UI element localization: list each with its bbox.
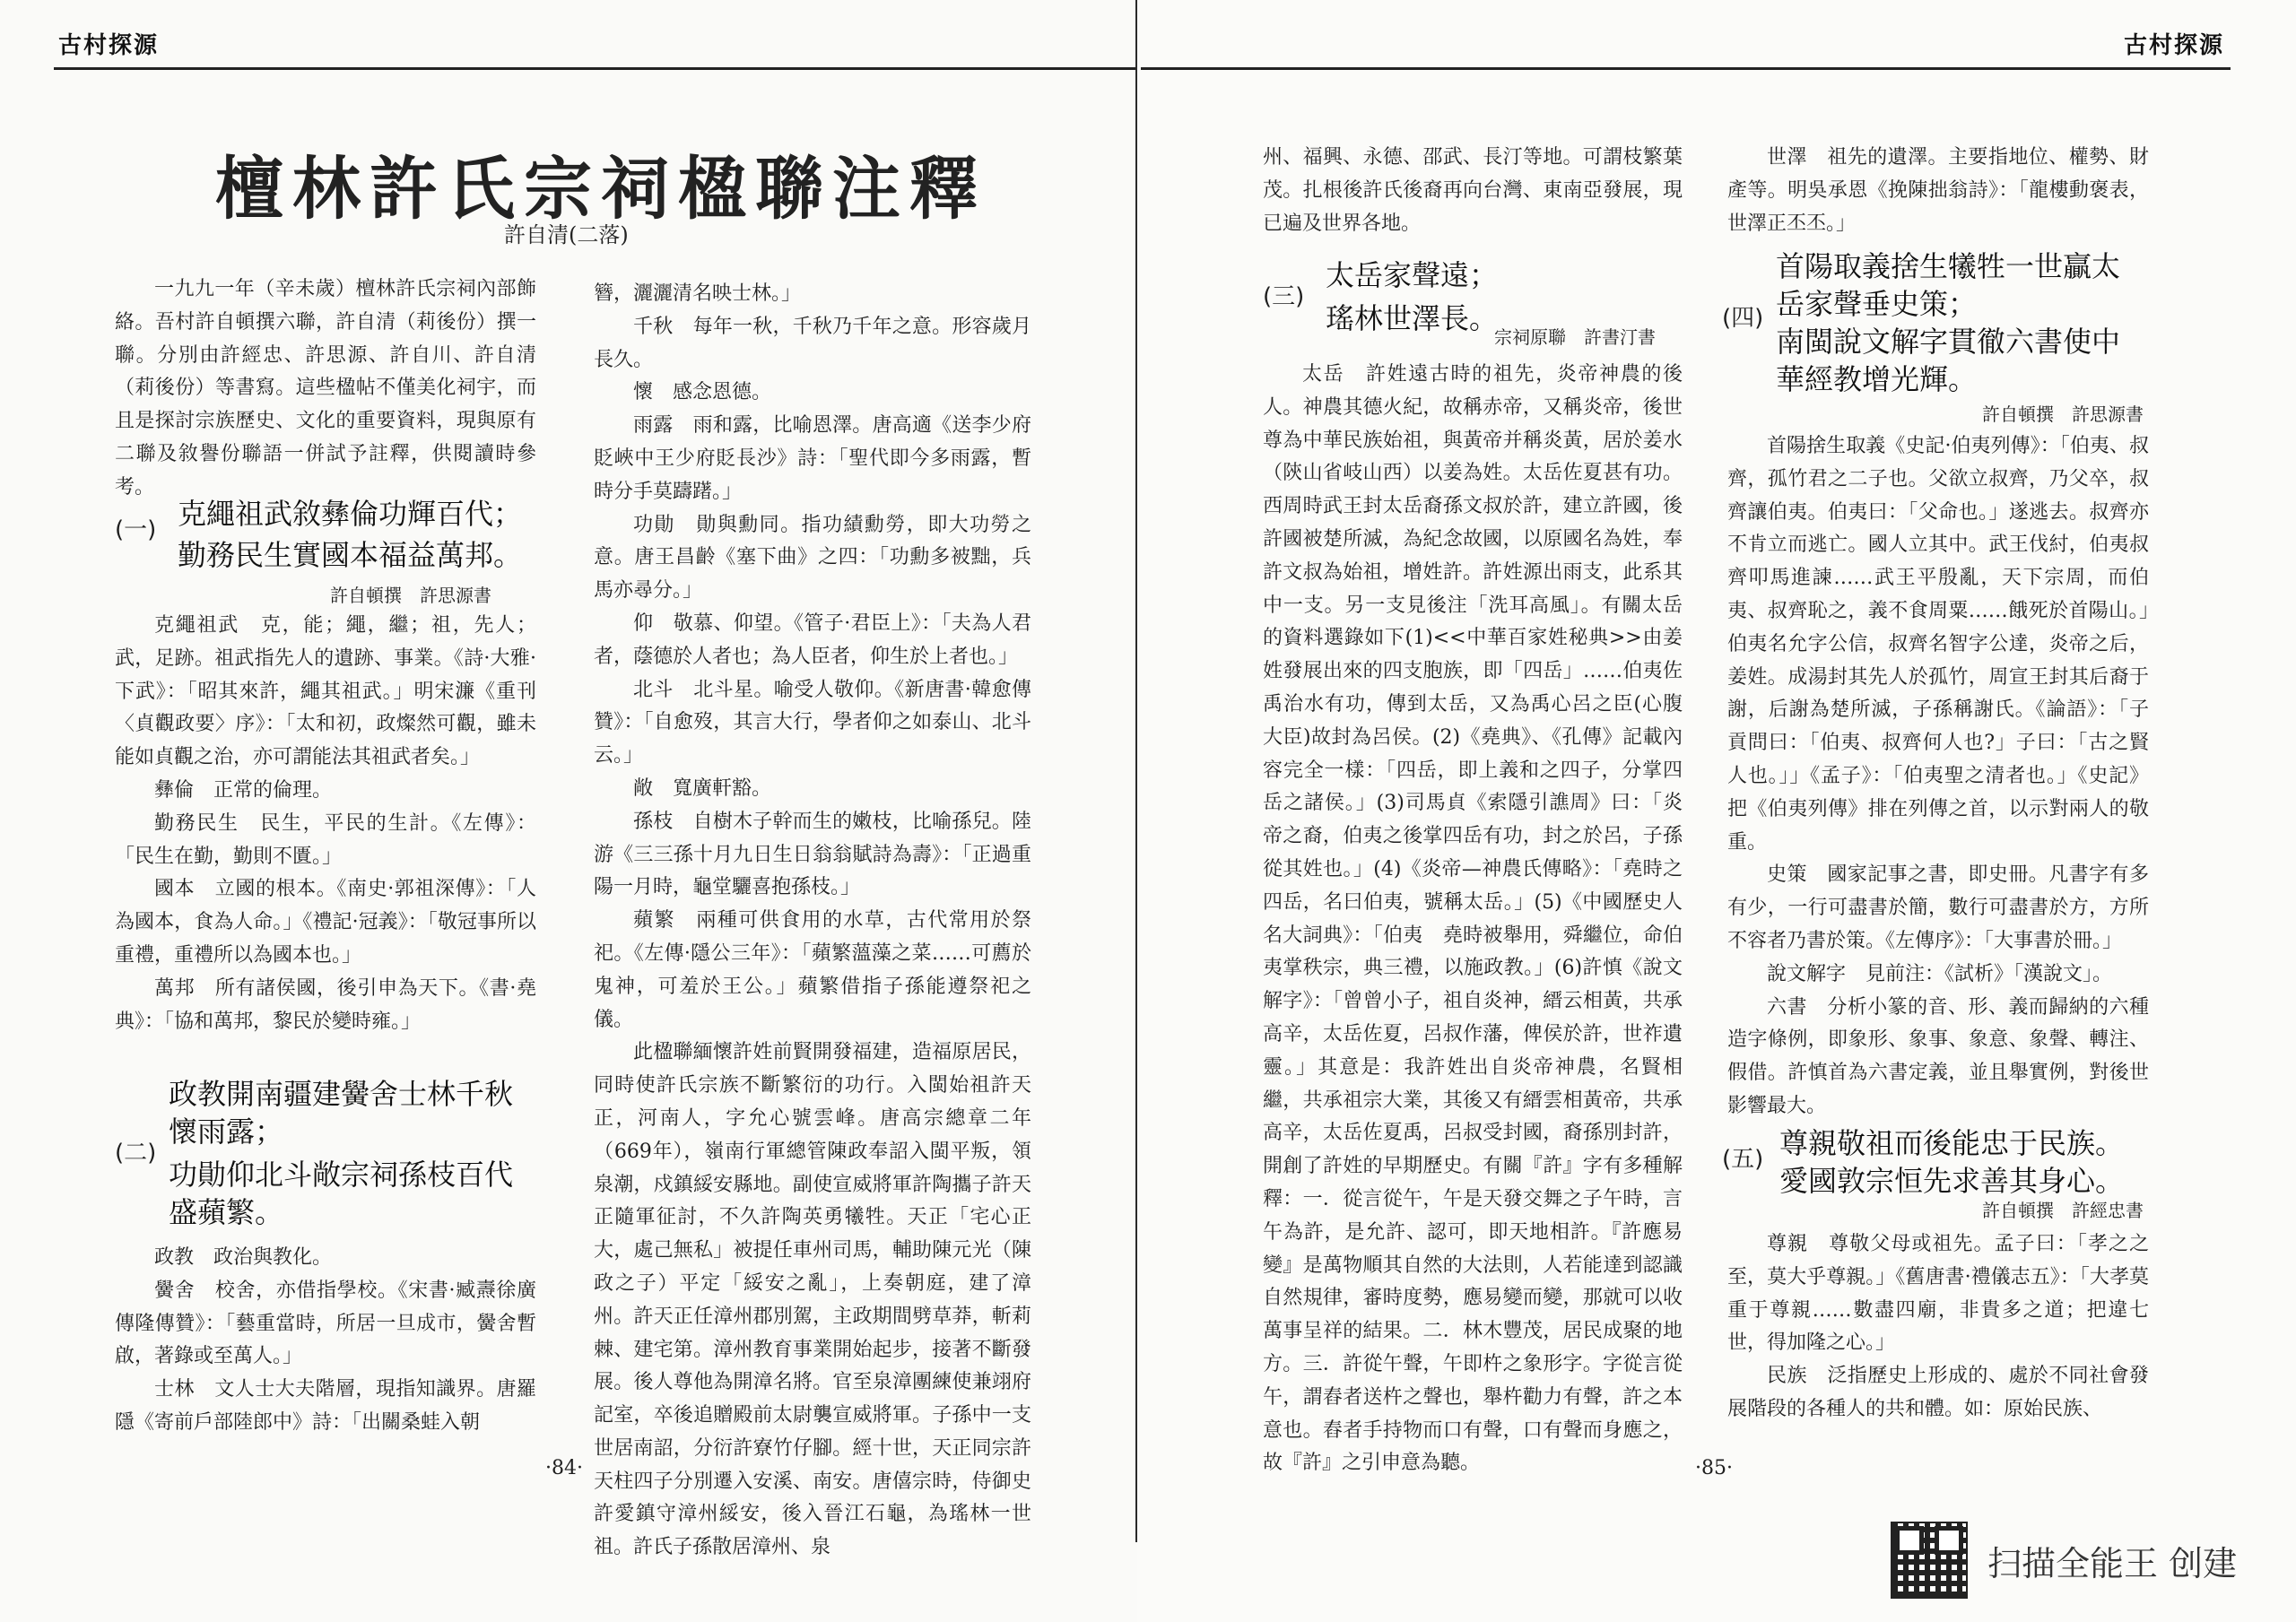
scanner-watermark	[1891, 1520, 2285, 1600]
top-rule	[54, 67, 1135, 70]
couplet-2	[115, 1071, 536, 1251]
note-paragraph: 國本 立國的根本。《南史·郭祖深傳》：「人為國本，食為人命。」《禮記·冠義》：「敬冠事所以重禮，重禮所以為國本也。」	[115, 878, 536, 967]
section-tag: 古村探源	[58, 32, 160, 59]
couplet-line: 岳家聲垂史策；	[1776, 287, 1978, 321]
notes-1	[115, 610, 536, 1038]
couplet-line: 政教開南疆建黌舍士林千秋	[169, 1077, 514, 1111]
couplet-line: 尊親敬祖而後能忠于民族。	[1779, 1126, 2125, 1160]
column-2	[594, 278, 1031, 1565]
couplet-line: 華經教增光輝。	[1776, 362, 1978, 396]
notes-4	[1727, 430, 2149, 1123]
top-rule	[1141, 67, 2231, 70]
article-author: 許自清(二落)	[504, 222, 629, 247]
note-paragraph: 北斗 北斗星。喻受人敬仰。《新唐書·韓愈傳贊》：「自愈歿，其言大行，學者仰之如泰山、北斗云。」	[594, 678, 1031, 768]
couplet-line: 首陽取義捨生犧牲一世贏太	[1776, 249, 2121, 283]
couplet-number: (五)	[1722, 1146, 1764, 1173]
note-paragraph: 克繩祖武 克，能；繩，繼；祖，先人；武，足跡。祖武指先人的遺跡、事業。《詩·大雅·下武》：「昭其來許，繩其祖武。」明宋濂《重刊〈貞觀政要〉序》：「太和初，政燦然可觀，雖未能如貞觀之治，亦可謂能法其祖武者矣。」	[115, 614, 536, 769]
note-paragraph: 民族 泛指歷史上形成的、處於不同社會發展階段的各種人的共和體。如：原始民族、	[1727, 1365, 2149, 1420]
notes-5	[1727, 1228, 2149, 1427]
couplet-author: 許自頓撰 許思源書	[1982, 403, 2144, 425]
note-paragraph: 州、福興、永德、邵武、長汀等地。可謂枝繁葉茂。扎根後許氏後裔再向台灣、東南亞發展，現已遍及世界各地。	[1263, 146, 1683, 235]
note-paragraph: 彝倫 正常的倫理。	[154, 778, 333, 802]
column-4	[1727, 142, 2149, 240]
note-paragraph: 雨露 雨和露，比喻恩澤。唐高適《送李少府貶峽中王少府貶長沙》詩：「聖代即今多雨露，暫時分手莫躊躇。」	[594, 414, 1031, 503]
note-paragraph: 仰 敬慕、仰望。《管子·君臣上》：「夫為人君者，蔭德於人者也；為人臣者，仰生於上者也。」	[594, 612, 1031, 668]
note-paragraph: 史策 國家記事之書，即史冊。凡書字有多有少，一行可盡書於簡，數行可盡書於方，方所不容者乃書於策。《左傳序》：「大事書於冊。」	[1727, 863, 2149, 952]
couplet-line: 太岳家聲遠；	[1326, 258, 1499, 292]
couplet-number: (二)	[115, 1140, 157, 1167]
note-paragraph: 敞 寬廣軒豁。	[633, 776, 772, 800]
note-paragraph: 懷 感念恩德。	[633, 381, 772, 404]
couplet-line: 克繩祖武敘彝倫功輝百代；	[178, 497, 523, 531]
couplet-number: (四)	[1722, 305, 1764, 332]
note-paragraph: 簪，灑灑清名映士林。」	[594, 282, 802, 305]
note-paragraph: 政教 政治與教化。	[154, 1246, 333, 1269]
right-page	[1137, 0, 2296, 1622]
watermark-text: 扫描全能王 创建	[1987, 1543, 2238, 1583]
left-page	[0, 0, 1137, 1622]
intro-paragraph: 一九九一年（辛未歲）檀林許氏宗祠內部飾絡。吾村許自頓撰六聯，許自清（莉後份）撰一聯。分別由許經忠、許思源、許自川、許自清（莉後份）等書寫。這些楹帖不僅美化祠宇，而且是探討宗族歷史、文化的重要資料，現與原有二聯及敘譽份聯語一併試予註釋，供閱讀時參考。	[115, 278, 536, 499]
couplet-5	[1722, 1121, 2152, 1219]
couplet-3	[1263, 253, 1683, 360]
note-paragraph: 勤務民生 民生，平民的生計。《左傳》：「民生在勤，勤則不匱。」	[115, 811, 536, 868]
note-paragraph: 首陽捨生取義《史記·伯夷列傳》：「伯夷、叔齊，孤竹君之二子也。父欲立叔齊，乃父卒，叔齊讓伯夷。伯夷曰：「父命也。」遂逃去。叔齊亦不肯立而逃亡。國人立其中。武王伐紂，伯夷叔齊叩馬進諫……武王平殷亂，天下宗周，而伯夷、叔齊恥之，義不食周粟……餓死於首陽山。」伯夷名允字公信，叔齊名智字公達，炎帝之后，姜姓。成湯封其先人於孤竹，周宣王封其后裔于謝，后謝為楚所滅，子孫稱謝氏。《論語》：「子貢問曰：「伯夷、叔齊何人也?」子曰：「古之賢人也。」」《孟子》：「伯夷聖之清者也。」《史記》把《伯夷列傳》排在列傳之首，以示對兩人的敬重。	[1727, 435, 2149, 854]
couplet-number: (三)	[1263, 283, 1305, 310]
couplet-line: 懷雨露；	[169, 1115, 284, 1149]
article-title: 檀林許氏宗祠楹聯注釋	[215, 149, 987, 229]
note-paragraph: 世澤 祖先的遺澤。主要指地位、權勢、財產等。明吳承恩《挽陳拙翁詩》：「龍樓動褒表，世澤正丕丕。」	[1727, 146, 2149, 235]
note-paragraph: 蘋繁 兩種可供食用的水草，古代常用於祭祀。《左傳·隱公三年》：「蘋繁薀藻之菜……可薦於鬼神，可羞於王公。」蘋繁借指子孫能遵祭祀之儀。	[594, 909, 1031, 1031]
note-paragraph: 功勛 勛與勳同。指功績勳勞，即大功勞之意。唐王昌齡《塞下曲》之四：「功勳多被黜，兵馬亦尋分。」	[594, 513, 1031, 603]
couplet-1	[115, 491, 536, 626]
note-paragraph: 說文解字 見前注：《試析》「漢說文」。	[1767, 962, 2113, 985]
column-3	[1263, 142, 1683, 240]
couplet-line: 功勛仰北斗敞宗祠孫枝百代	[169, 1158, 514, 1192]
note-paragraph: 孫枝 自樹木子幹而生的嫩枝，比喻孫兒。陸游《三三孫十月九日生日翁翁賦詩為壽》：「正過重陽一月時，龜堂驪喜抱孫枝。」	[594, 810, 1031, 899]
couplet-line: 瑤林世澤長。	[1326, 301, 1499, 335]
note-paragraph: 黌舍 校舍，亦借指學校。《宋書·臧燾徐廣傳隆傳贊》：「藝重當時，所居一旦成市，黌舍暫啟，著錄或至萬人。」	[115, 1279, 536, 1368]
note-paragraph: 尊親 尊敬父母或祖先。孟子曰：「孝之之至，莫大乎尊親。」《舊唐書·禮儀志五》：「大孝莫重于尊親……數盡四廟，非貴多之道；把違七世，得加隆之心。」	[1727, 1233, 2149, 1355]
page-number: ·84·	[545, 1457, 583, 1479]
note-paragraph: 六書 分析小篆的音、形、義而歸納的六種造字條例，即象形、象事、象意、象聲、轉注、假借。許慎首為六書定義，並且舉實例，對後世影響最大。	[1727, 995, 2149, 1117]
column-1	[115, 273, 536, 505]
qr-code-icon	[1891, 1522, 1968, 1599]
couplet-line: 勤務民生實國本福益萬邦。	[178, 538, 523, 572]
couplet-number: (一)	[115, 516, 157, 543]
note-paragraph: 此楹聯緬懷許姓前賢開發福建，造福原居民，同時使許氏宗族不斷繁衍的功行。入閩始祖許天正，河南人，字允心號雲峰。唐高宗總章二年（669年），嶺南行軍總管陳政奉詔入閩平叛，領泉潮，戍鎮綏安縣地。副使宣威將軍許陶攜子許天正隨軍征討，不久許陶英勇犧牲。天正「宅心正大，處己無私」被提任車州司馬，輔助陳元光（陳政之子）平定「綏安之亂」，上奏朝庭，建了漳州。許天正任漳州郡別駕，主政期間劈草莽，斬莉棘、建宅第。漳州教育事業開始起步，接著不斷發展。後人尊他為開漳名將。官至泉漳團練使兼翊府記室，卒後追贈殿前太尉襲宣威將軍。子孫中一支世居南詔，分衍許寮竹仔腳。經十世，天正同宗許天柱四子分別遷入安溪、南安。唐僖宗時，侍御史許愛鎮守漳州綏安，後入晉江石龜，為瑤林一世祖。許氏子孫散居漳州、泉	[594, 1041, 1031, 1559]
section-tag: 古村探源	[2124, 32, 2225, 59]
notes-2	[115, 1242, 536, 1440]
couplet-4	[1722, 244, 2152, 423]
notes-3	[1263, 359, 1683, 1480]
page-number: ·85·	[1695, 1457, 1733, 1479]
couplet-line: 盛蘋繁。	[169, 1195, 284, 1229]
couplet-line: 南閩說文解字貫徹六書使中	[1776, 325, 2121, 359]
couplet-author: 許自頓撰 許經忠書	[1982, 1200, 2144, 1221]
couplet-line: 愛國敦宗恒先求善其身心。	[1779, 1164, 2125, 1198]
note-paragraph: 士林 文人士大夫階層，現指知識界。唐羅隱《寄前戶部陸郎中》詩：「出關桑蛙入朝	[115, 1378, 536, 1434]
note-paragraph: 萬邦 所有諸侯國，後引申為天下。《書·堯典》：「協和萬邦，黎民於變時雍。」	[115, 976, 536, 1033]
note-paragraph: 太岳 許姓遠古時的祖先，炎帝神農的後人。神農其德火紀，故稱赤帝，又稱炎帝，後世尊為中華民族始祖，與黃帝并稱炎黃，居於姜水（陝山省岐山西）以姜為姓。太岳佐夏甚有功。西周時武王封太岳裔孫文叔於許，建立許國，後許國被楚所滅，為紀念故國，以原國名為姓，奉許文叔為始祖，增姓許。許姓源出雨支，此系其中一支。另一支見後注「洗耳高風」。有關太岳的資料選錄如下(1)<<中華百家姓秘典>>由姜姓發展出來的四支胞族，即「四岳」……伯夷佐禹治水有功，傳到太岳，又為禹心呂之臣(心腹大臣)故封為呂侯。(2)《堯典》、《孔傳》記載內容完全一樣：「四岳，即上義和之四子，分掌四岳之諸侯。」(3)司馬貞《索隱引譙周》曰：「炎帝之裔，伯夷之後掌四岳有功，封之於呂，子孫從其姓也。」(4)《炎帝—神農氏傳略》：「堯時之四岳，名曰伯夷，號稱太岳。」(5)《中國歷史人名大詞典》：「伯夷 堯時被舉用，舜繼位，命伯夷掌秩宗，典三禮，以施政教。」(6)許慎《說文解字》：「曾曾小子，祖自炎神，縉云相黃，共承高辛，太岳佐夏，呂叔作藩，俾侯於許，世祚遺靈。」其意是：我許姓出自炎帝神農，名賢相繼，共承祖宗大業，其後又有縉雲相黃帝，共承高辛，太岳佐夏禹，呂叔受封國，裔孫別封許，開創了許姓的早期歷史。有關『許』字有多種解釋：一．從言從午，午是天發交舞之子午時，言午為許，是允許、認可，即天地相許。『許應易變』是萬物順其自然的大法則，人若能達到認識自然規律，審時度勢，應易變而變，那就可以收萬事呈祥的結果。二．林木豐茂，居民成聚的地方。三．許從午聲，午即杵之象形字。字從言從午，謂舂者送杵之聲也，舉杵勸力有聲，許之本意也。舂者手持物而口有聲，口有聲而身應之，故『許』之引申意為聽。	[1263, 363, 1683, 1475]
couplet-author: 宗祠原聯 許書汀書	[1494, 326, 1656, 348]
note-paragraph: 千秋 每年一秋，千秋乃千年之意。形容歲月長久。	[594, 315, 1031, 371]
couplet-author: 許自頓撰 許思源書	[330, 585, 491, 606]
